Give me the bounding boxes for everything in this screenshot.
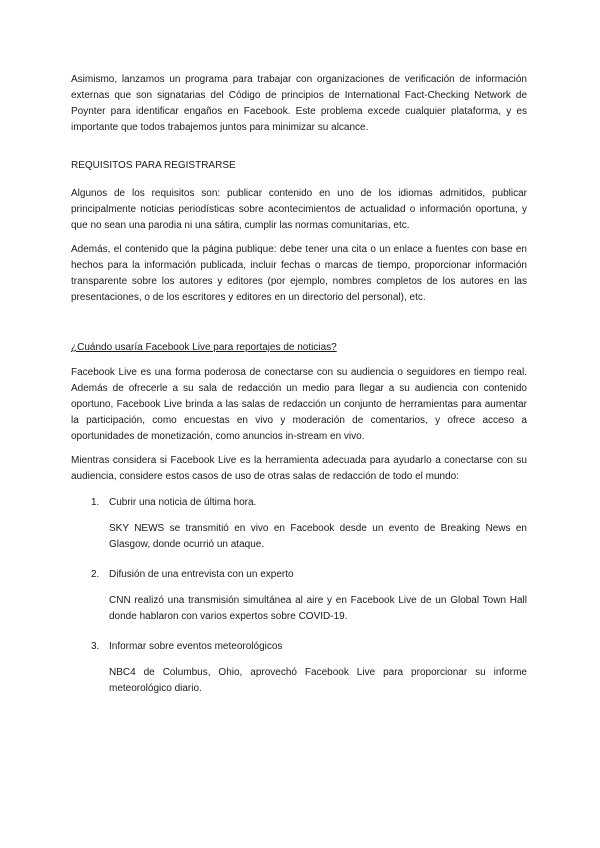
- list-item-title: Difusión de una entrevista con un experto: [109, 569, 294, 580]
- document-page: [71, 72, 527, 711]
- list-item-title: Cubrir una noticia de última hora.: [109, 497, 257, 508]
- list-item-description: NBC4 de Columbus, Ohio, aprovechó Facebook Live para proporcionar su informe meteorológico diario.: [109, 667, 527, 694]
- list-item-number: 2.: [91, 569, 100, 580]
- use-cases-list: [71, 495, 527, 697]
- list-item-number: 1.: [91, 497, 100, 508]
- list-item-description: SKY NEWS se transmitió en vivo en Facebook desde un evento de Breaking News en Glasgow, donde ocurrió un ataque.: [109, 523, 527, 550]
- live-question-heading: ¿Cuándo usaría Facebook Live para reportajes de noticias?: [71, 342, 337, 353]
- live-paragraph-2: Mientras considera si Facebook Live es la herramienta adecuada para ayudarlo a conectarse con su audiencia, considere estos casos de uso de otras salas de redacción de todo el mundo:: [71, 455, 527, 482]
- intro-paragraph: Asimismo, lanzamos un programa para trabajar con organizaciones de verificación de información externas que son signatarias del Código de principios de International Fact-Checking Network de Poynter para identificar engaños en Facebook. Este problema excede cualquier plataforma, y es importante que todos trabajemos juntos para minimizar su alcance.: [71, 74, 527, 133]
- live-paragraph-1: Facebook Live es una forma poderosa de conectarse con su audiencia o seguidores en tiempo real. Además de ofrecerle a su sala de redacción un medio para llegar a su audiencia con contenido oportuno, Facebook Live brinda a las salas de redacción un conjunto de herramientas para aumentar la participación, como encuestas en vivo y moderación de comentarios, y ofrece acceso a oportunidades de monetización, como anuncios in-stream en vivo.: [71, 367, 527, 442]
- requirements-paragraph-1: Algunos de los requisitos son: publicar contenido en uno de los idiomas admitidos, publicar principalmente noticias periodísticas sobre acontecimientos de actualidad o información oportuna, y que no sean una parodia ni una sátira, cumplir las normas comunitarias, etc.: [71, 188, 527, 231]
- requirements-heading: REQUISITOS PARA REGISTRARSE: [71, 160, 236, 171]
- list-item-title: Informar sobre eventos meteorológicos: [109, 641, 283, 652]
- requirements-paragraph-2: Además, el contenido que la página publique: debe tener una cita o un enlace a fuentes con base en hechos para la información publicada, incluir fechas o marcas de tiempo, proporcionar información transparente sobre los autores y editores (por ejemplo, nombres completos de los autores en las presentaciones, o de los escritores y editores en un directorio del personal), etc.: [71, 244, 527, 303]
- list-item: [71, 639, 527, 697]
- list-item-description: CNN realizó una transmisión simultánea al aire y en Facebook Live de un Global Town Hall donde hablaron con varios expertos sobre COVID-19.: [109, 595, 527, 622]
- list-item: [71, 567, 527, 625]
- list-item-number: 3.: [91, 641, 100, 652]
- list-item: [71, 495, 527, 553]
